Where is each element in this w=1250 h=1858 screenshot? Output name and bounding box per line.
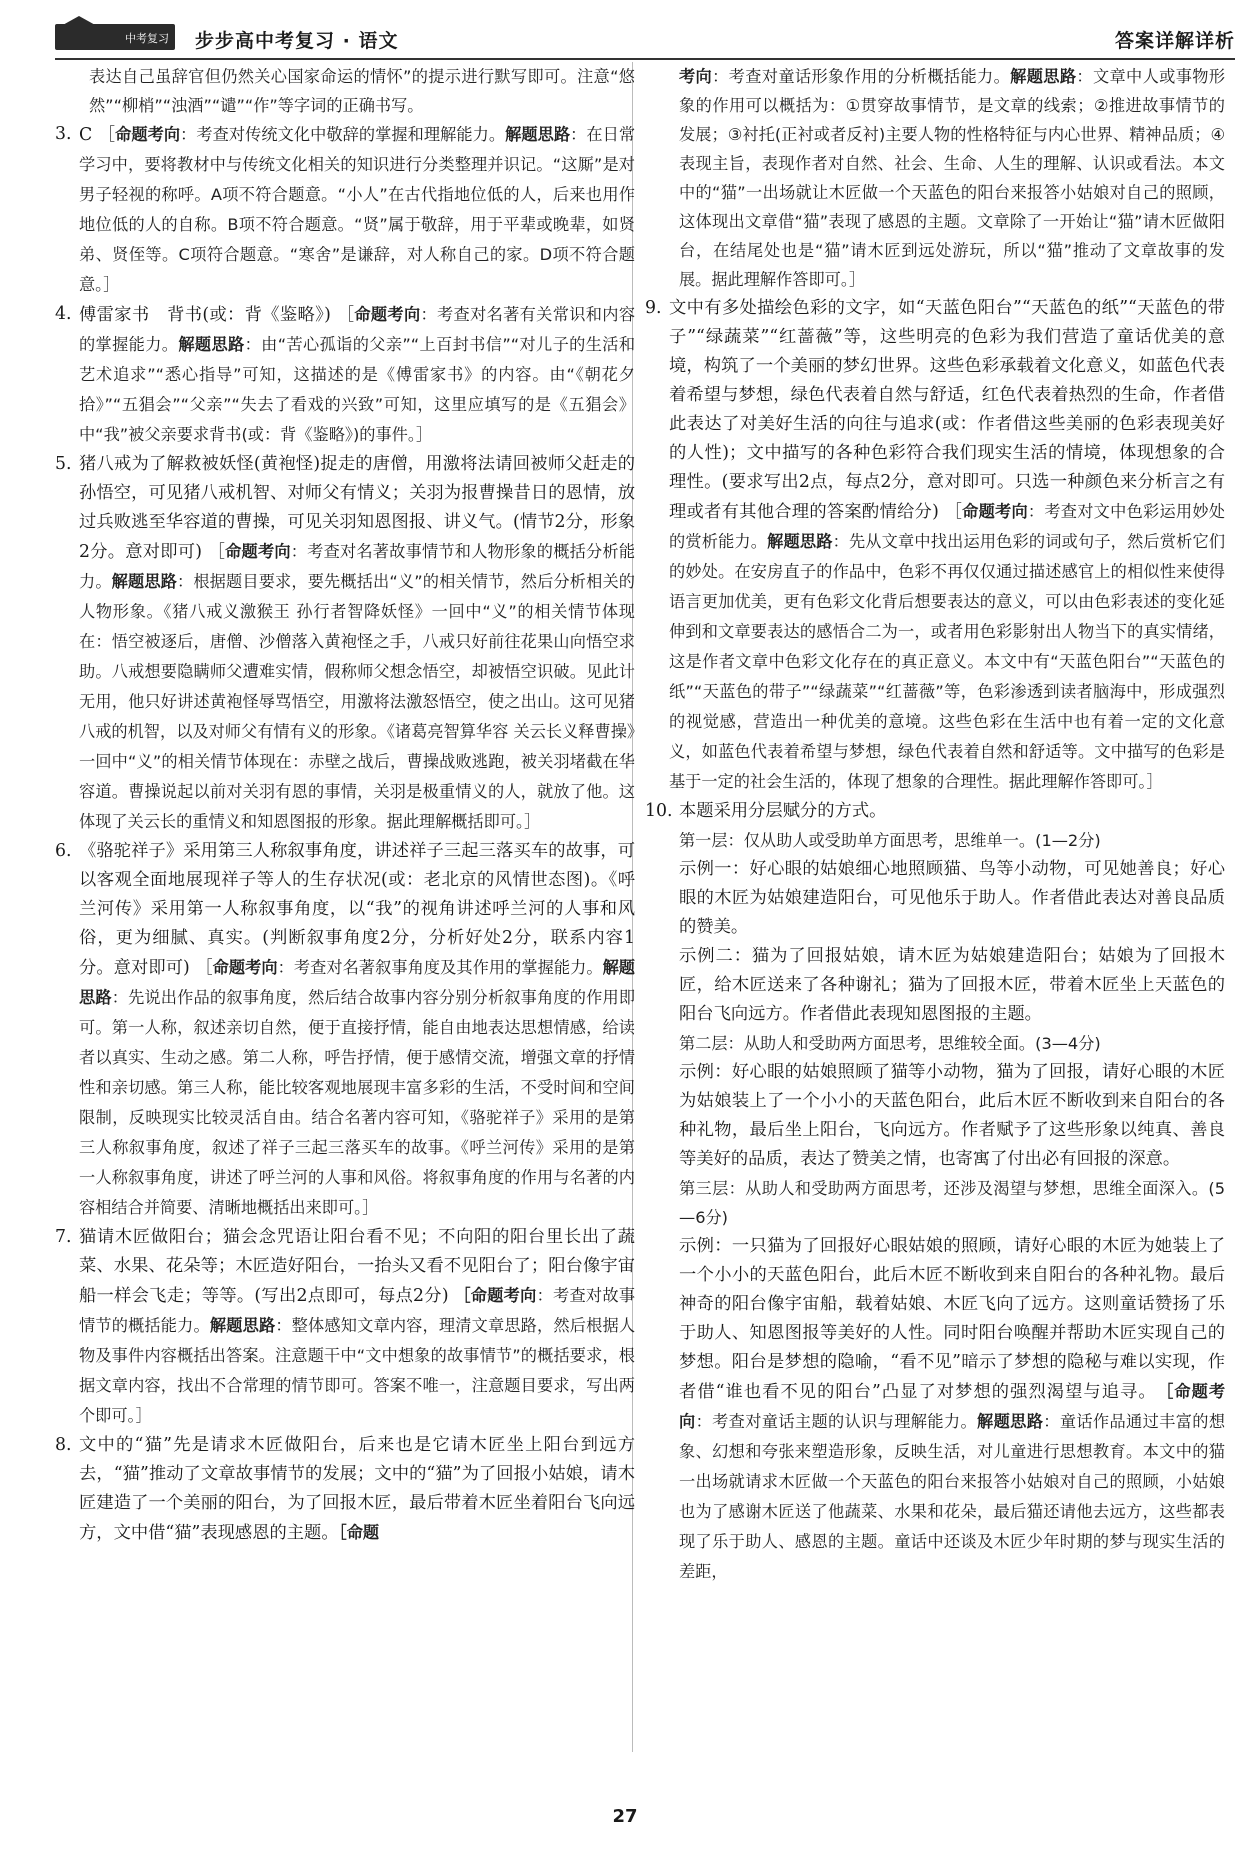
answer-text: 猫请木匠做阳台；猫会念咒语让阳台看不见；不向阳的阳台里长出了蔬菜、水果、花朵等；木匠造好阳台，一抬头又看不见阳台了；阳台像宇宙船一样会飞走；等等。(写出2点即可，每点2分)	[79, 1227, 635, 1306]
logo-tag: 中考复习	[125, 32, 169, 45]
approach-text: ：整体感知文章内容，理清文章思路，然后根据人物及事件内容概括出答案。注意题干中“文中想象的故事情节”的概括要求，根据文章内容，找出不合常理的情节即可。答案不唯一，注意题目要求，写出两个即可。］	[79, 1316, 636, 1425]
item-number: 7.	[55, 1227, 72, 1247]
example-1: 示例一：好心眼的姑娘细心地照顾猫、鸟等小动物，可见她善良；好心眼的木匠为姑娘建造阳台，可见他乐于助人。作者借此表达对善良品质的赞美。	[679, 859, 1225, 937]
answer-text: 文中的“猫”先是请求木匠做阳台，后来也是它请木匠坐上阳台到远方去，“猫”推动了文章故事情节的发展；文中的“猫”为了回报小姑娘，请木匠建造了一个美丽的阳台，为了回报木匠，最后带着木匠坐着阳台飞向远方，文中借“猫”表现感恩的主题。	[79, 1435, 635, 1543]
answer-item-3	[55, 120, 635, 300]
answer-item-8	[55, 1431, 635, 1548]
scoring-layer-1: 第一层：仅从助人或受助单方面思考，思维单一。(1—2分)	[679, 831, 1101, 850]
label-approach: 解题思路	[111, 572, 178, 591]
approach-text: ：由“苦心孤诣的父亲”“上百封书信”“对儿子的生活和艺术追求”“悉心指导”可知，这描述的是《傅雷家书》的内容。由“《朝花夕拾》”“五猖会”“父亲”“失去了看戏的兴致”可知，这里应填写的是《五猖会》中“我”被父亲要求背书(或：背《鉴略》)的事件。］	[79, 335, 636, 444]
label-direction: 考向	[679, 67, 713, 86]
book-logo	[55, 24, 175, 50]
label-direction: 命题考向	[115, 125, 181, 144]
approach-text: ：先从文章中找出运用色彩的词或句子，然后赏析它们的妙处。在安房直子的作品中，色彩不再仅仅通过描述感官上的相似性来使得语言更加优美，更有色彩文化背后想要表达的意义，可以由色彩表述的变化延伸到和文章要表达的感悟合二为一，或者用色彩影射出人物当下的真实情绪，这是作者文章中色彩文化存在的真正意义。本文中有“天蓝色阳台”“天蓝色的纸”“天蓝色的带子”“绿蔬菜”“红蔷薇”等，色彩渗透到读者脑海中，形成强烈的视觉感，营造出一种优美的意境。这些色彩在生活中也有着一定的文化意义，如蓝色代表着希望与梦想，绿色代表着自然和舒适等。文中描写的色彩是基于一定的社会生活的，体现了想象的合理性。据此理解作答即可。］	[669, 532, 1226, 791]
label-direction: ［命题考向	[454, 1286, 537, 1305]
answer-item-5	[55, 450, 635, 837]
item-number: 4.	[55, 304, 72, 324]
label-approach: 解题思路	[505, 125, 571, 144]
approach-text: ：文章中人或事物形象的作用可以概括为：①贯穿故事情节，是文章的线索；②推进故事情节的发展；③衬托(正衬或者反衬)主要人物的性格特征与内心世界、精神品质；④表现主旨，表现作者对自然、社会、生命、人生的理解、认识或看法。本文中的“猫”一出场就让木匠做一个天蓝色的阳台来报答小姑娘对自己的照顾，这体现出文章借“猫”表现了感恩的主题。文章除了一开始让“猫”请木匠做阳台，在结尾处也是“猫”请木匠到远处游玩，所以“猫”推动了文章故事的发展。据此理解作答即可。］	[679, 67, 1226, 289]
example-4	[679, 1232, 1225, 1587]
direction-text: ：考查对名著故事情节和人物形象的概括分析能力。	[79, 542, 636, 591]
label-approach: 解题思路	[209, 1316, 276, 1335]
scoring-layer-3: 第三层：从助人和受助两方面思考，还涉及渴望与梦想，思维全面深入。(5—6分)	[679, 1179, 1225, 1227]
direction-text: ：考查对文中色彩运用妙处的赏析能力。	[669, 502, 1225, 551]
item-number: 9.	[645, 298, 662, 318]
continued-analysis: 表达自己虽辞官但仍然关心国家命运的情怀”的提示进行默写即可。注意“悠然”“柳梢”“浊酒”“谴”“作”等字词的正确书写。	[89, 67, 635, 115]
page-header	[55, 20, 1235, 60]
right-column	[645, 62, 1225, 1587]
label-approach: 解题思路	[1010, 67, 1077, 86]
item-number: 3.	[55, 124, 72, 144]
scoring-intro: 本题采用分层赋分的方式。	[679, 801, 887, 821]
label-direction: ［命题	[338, 1523, 380, 1542]
book-title: 步步高中考复习 · 语文	[195, 30, 399, 52]
direction-text: ：考查对故事情节的概括能力。	[79, 1286, 636, 1335]
roof-icon	[61, 16, 97, 26]
label-direction: 命题考向	[962, 502, 1028, 521]
item-number: 10.	[645, 801, 673, 821]
section-title: 答案详解详析	[1114, 30, 1235, 52]
answer-item-4	[55, 300, 635, 450]
label-approach: 解题思路	[79, 958, 635, 1007]
answer-text: 《骆驼祥子》采用第三人称叙事角度，讲述祥子三起三落买车的故事，可以客观全面地展现祥子等人的生存状况(或：老北京的风情世态图)。《呼兰河传》采用第一人称叙事角度，以“我”的视角讲述呼兰河的人事和风俗，更为细腻、真实。(判断叙事角度2分，分析好处2分，联系内容1分。意对即可) ［	[79, 841, 635, 978]
item-number: 8.	[55, 1435, 72, 1455]
approach-text: ：先说出作品的叙事角度，然后结合故事内容分别分析叙事角度的作用即可。第一人称，叙述亲切自然，便于直接抒情，能自由地表达思想情感，给读者以真实、生动之感。第二人称，呼告抒情，便于感情交流，增强文章的抒情性和亲切感。第三人称，能比较客观地展现丰富多彩的生活，不受时间和空间限制，反映现实比较灵活自由。结合名著内容可知，《骆驼祥子》采用的是第三人称叙事角度，叙述了祥子三起三落买车的故事。《呼兰河传》采用的是第一人称叙事角度，讲述了呼兰河的人事和风俗。将叙事角度的作用与名著的内容相结合并简要、清晰地概括出来即可。］	[79, 988, 636, 1217]
answer-text: 猪八戒为了解救被妖怪(黄袍怪)捉走的唐僧，用激将法请回被师父赶走的孙悟空，可见猪八戒机智、对师父有情义；关羽为报曹操昔日的恩情，放过兵败逃至华容道的曹操，可见关羽知恩图报、讲义气。(情节2分，形象2分。意对即可) ［	[79, 454, 635, 562]
approach-text: ：童话作品通过丰富的想象、幻想和夸张来塑造形象，反映生活，对儿童进行思想教育。本文中的猫一出场就请求木匠做一个天蓝色的阳台来报答小姑娘对自己的照顾，小姑娘也为了感谢木匠送了他蔬菜、水果和花朵，最后猫还请他去远方，这些都表现了乐于助人、感恩的主题。童话中还谈及木匠少年时期的梦与现实生活的差距，	[679, 1412, 1226, 1581]
direction-text: ：考查对童话主题的认识与理解能力。	[695, 1412, 978, 1431]
approach-text: ：在日常学习中，要将教材中与传统文化相关的知识进行分类整理并识记。“这厮”是对男子轻视的称呼。A项不符合题意。“小人”在古代指地位低的人，后来也用作地位低的人的自称。B项不符合题意。“贤”属于敬辞，用于平辈或晚辈，如贤弟、贤侄等。C项符合题意。“寒舍”是谦辞，对人称自己的家。D项不符合题意。］	[79, 125, 636, 294]
item-number: 6.	[55, 841, 72, 861]
page-number: 27	[612, 1806, 638, 1827]
answer-item-10	[645, 797, 1225, 1587]
item-number: 5.	[55, 454, 72, 474]
direction-text: ：考查对名著叙事角度及其作用的掌握能力。	[277, 958, 603, 977]
direction-text: ：考查对传统文化中敬辞的掌握和理解能力。	[180, 125, 506, 144]
example-3: 示例：好心眼的姑娘照顾了猫等小动物，猫为了回报，请好心眼的木匠为姑娘装上了一个小小的天蓝色阳台，此后木匠不断收到来自阳台的各种礼物，最后坐上阳台，飞向远方。作者赋予了这些形象以纯真、善良等美好的品质，表达了赞美之情，也寄寓了付出必有回报的深意。	[679, 1062, 1225, 1169]
label-direction: 命题考向	[354, 305, 421, 324]
example-4-text: 示例：一只猫为了回报好心眼姑娘的照顾，请好心眼的木匠为她装上了一个小小的天蓝色阳台，此后木匠不断收到来自阳台的各种礼物。最后神奇的阳台像宇宙船，载着姑娘、木匠飞向了远方。这则童话赞扬了乐于助人、知恩图报等美好的人性。同时阳台唤醒并帮助木匠实现自己的梦想。阳台是梦想的隐喻，“看不见”暗示了梦想的隐秘与难以实现，作者借“谁也看不见的阳台”凸显了对梦想的强烈渴望与追寻。	[679, 1236, 1225, 1402]
continued-analysis	[645, 62, 1225, 294]
label-approach: 解题思路	[977, 1412, 1044, 1431]
left-column	[55, 62, 635, 1548]
approach-text: ：根据题目要求，要先概括出“义”的相关情节，然后分析相关的人物形象。《猪八戒义激猴王 孙行者智降妖怪》一回中“义”的相关情节体现在：悟空被逐后，唐僧、沙僧落入黄袍怪之手，八戒只好前往花果山向悟空求助。八戒想要隐瞒师父遭难实情，假称师父想念悟空，却被悟空识破。见此计无用，他只好讲述黄袍怪辱骂悟空，用激将法激怒悟空，使之出山。这可见猪八戒的机智，以及对师父有情有义的形象。《诸葛亮智算华容 关云长义释曹操》一回中“义”的相关情节体现在：赤壁之战后，曹操战败逃跑，被关羽堵截在华容道。曹操说起以前对关羽有恩的事情，关羽是极重情义的人，就放了他。这体现了关云长的重情义和知恩图报的形象。据此理解概括即可。］	[79, 572, 635, 831]
example-2: 示例二：猫为了回报姑娘，请木匠为姑娘建造阳台；姑娘为了回报木匠，给木匠送来了各种谢礼；猫为了回报木匠，带着木匠坐上天蓝色的阳台飞向远方。作者借此表现知恩图报的主题。	[679, 946, 1225, 1024]
direction-text: ：考查对名著有关常识和内容的掌握能力。	[79, 305, 636, 354]
answer-item-6	[55, 837, 635, 1223]
direction-text: ：考查对童话形象作用的分析概括能力。	[712, 67, 1011, 86]
answer-text: 傅雷家书 背书(或：背《鉴略》) ［	[79, 305, 355, 325]
answer-text: C ［	[79, 125, 116, 145]
answer-text: 文中有多处描绘色彩的文字，如“天蓝色阳台”“天蓝色的纸”“天蓝色的带子”“绿蔬菜”“红蔷薇”等，这些明亮的色彩为我们营造了童话优美的意境，构筑了一个美丽的梦幻世界。这些色彩承载着文化意义，如蓝色代表着希望与梦想，绿色代表着自然与舒适，红色代表着热烈的生命，作者借此表达了对美好生活的向往与追求(或：作者借这些美丽的色彩表现美好的人性)；文中描写的各种色彩符合我们现实生活的情境，体现想象的合理性。(要求写出2点，每点2分，意对即可。只选一种颜色来分析言之有理或者有其他合理的答案酌情给分) ［	[669, 298, 1225, 522]
answer-item-9	[645, 294, 1225, 797]
label-direction: ［命题考向	[679, 1382, 1226, 1431]
label-approach: 解题思路	[178, 335, 245, 354]
answer-item-7	[55, 1223, 635, 1431]
scoring-layer-2: 第二层：从助人和受助两方面思考，思维较全面。(3—4分)	[679, 1034, 1101, 1053]
label-approach: 解题思路	[767, 532, 833, 551]
label-direction: 命题考向	[225, 542, 291, 561]
label-direction: 命题考向	[212, 958, 278, 977]
